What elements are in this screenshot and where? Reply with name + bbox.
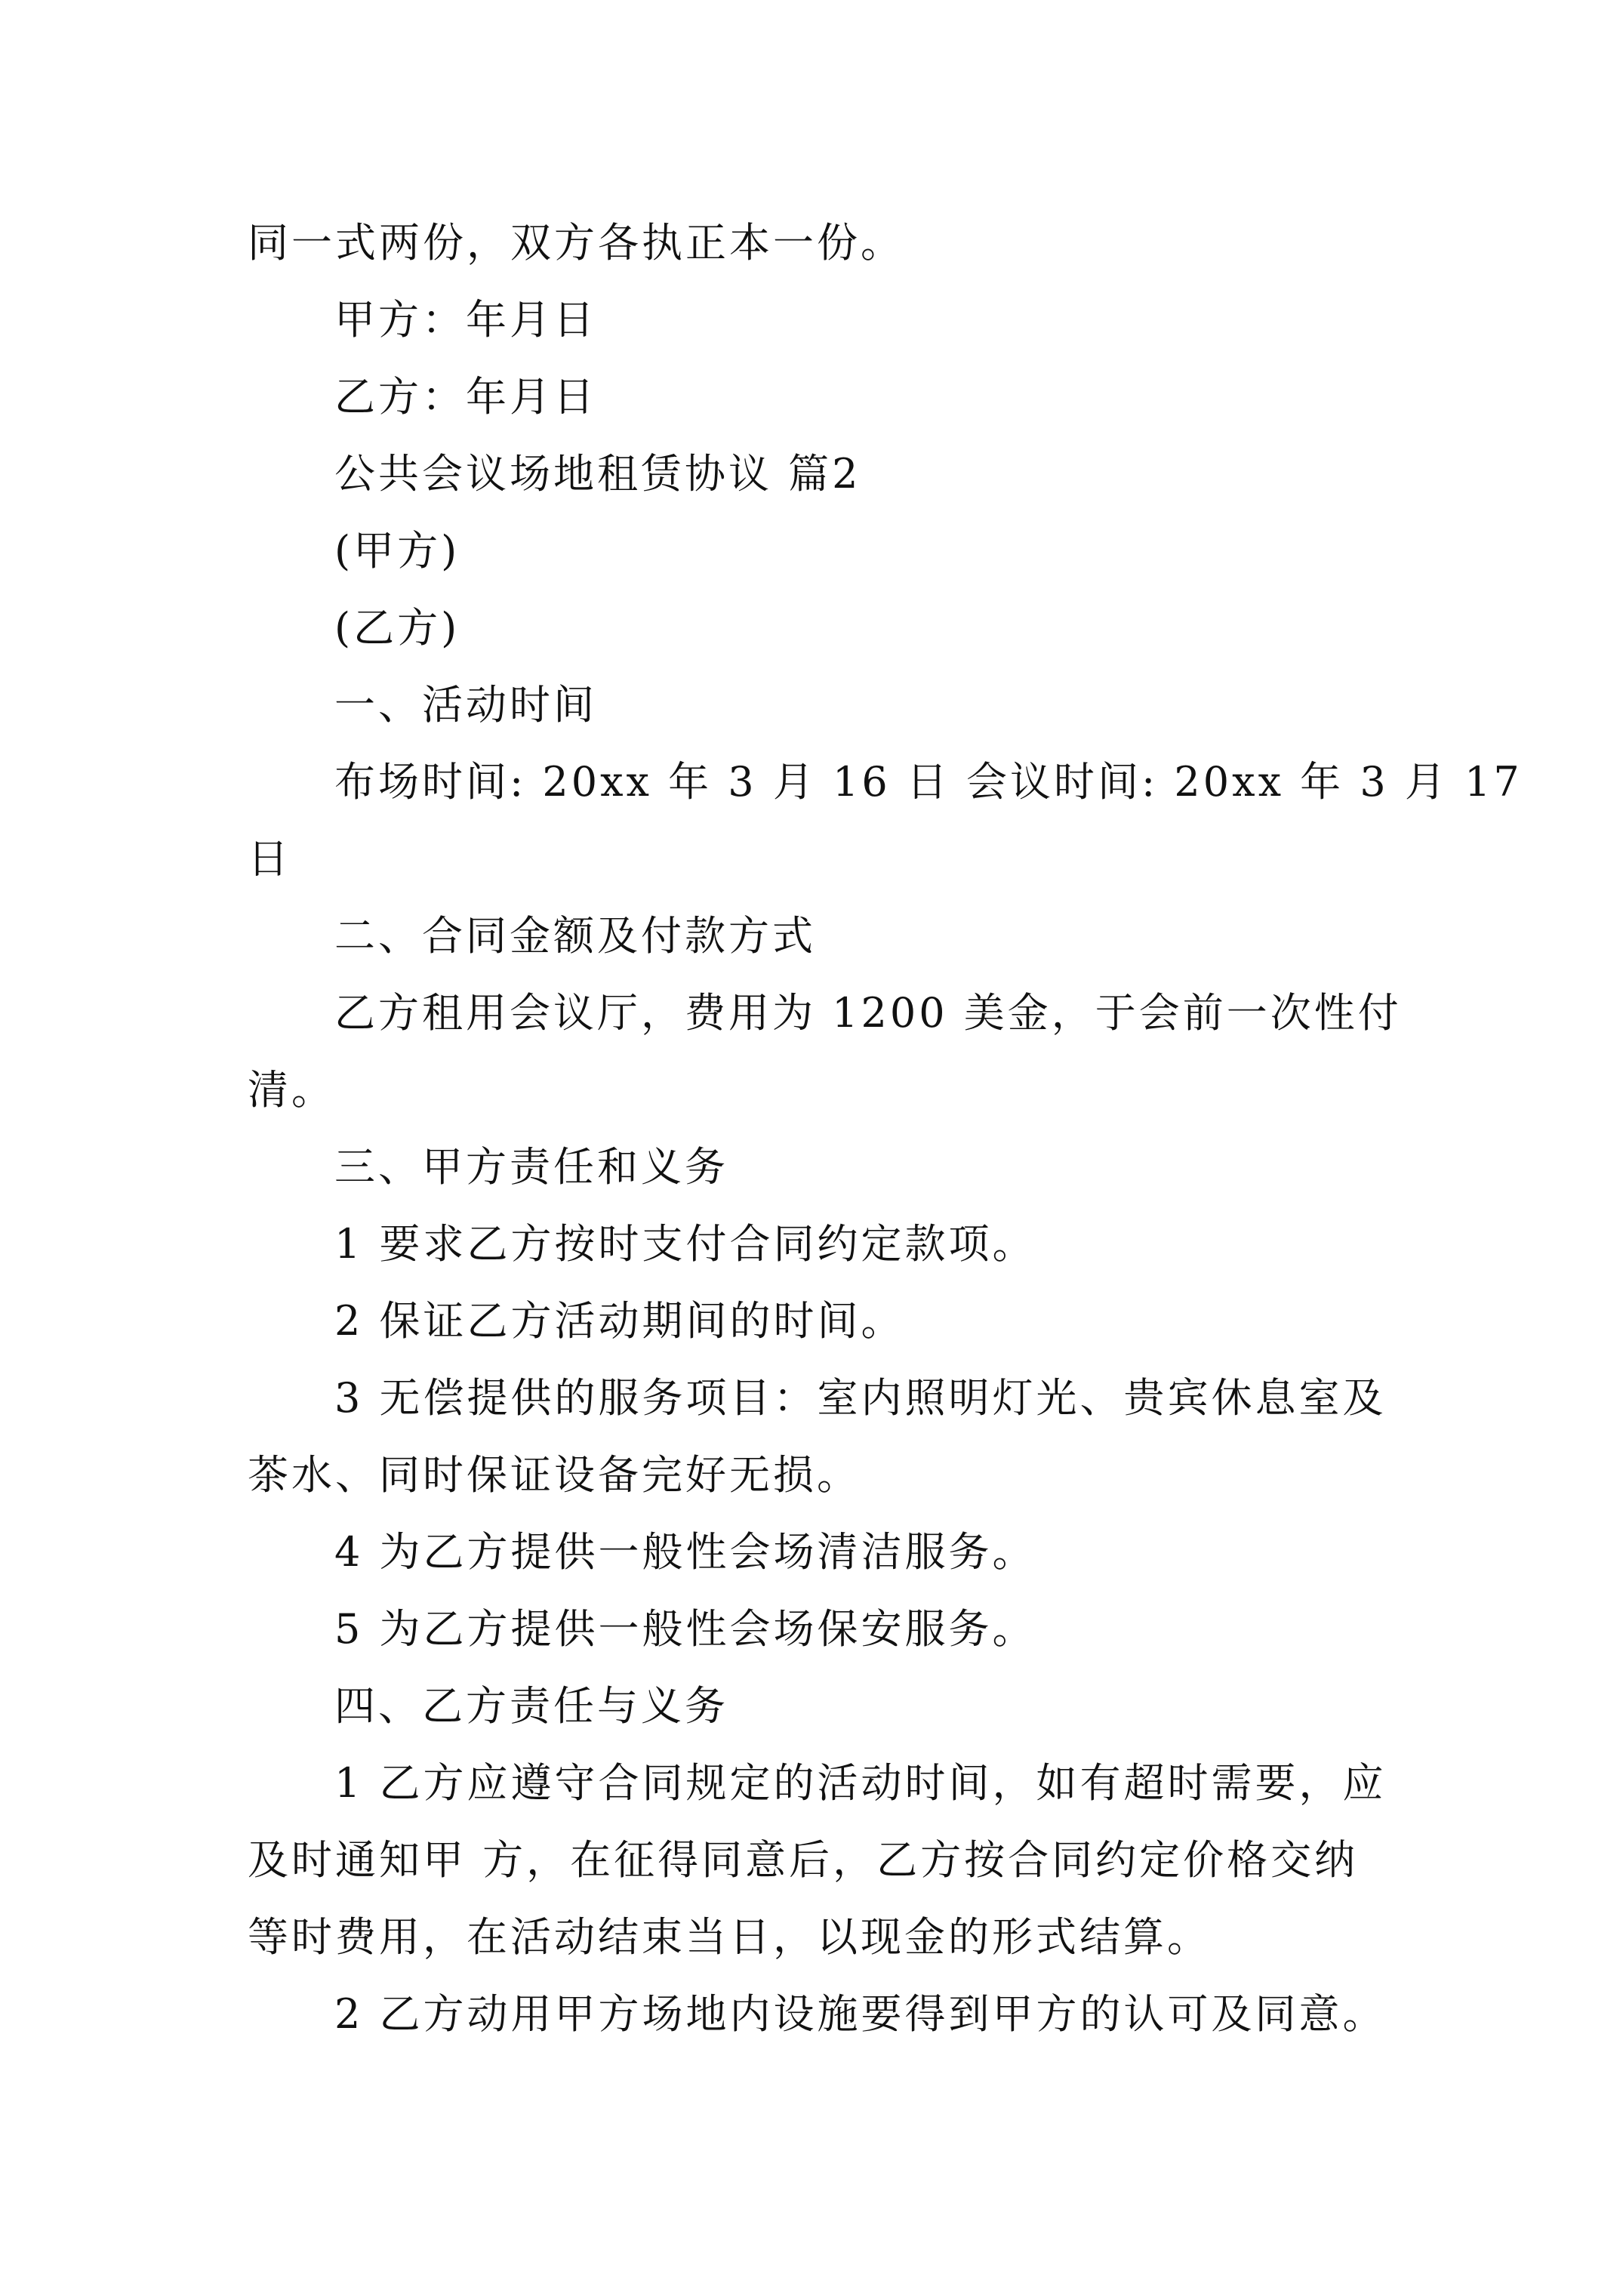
- section-heading-1: 一、活动时间: [334, 681, 597, 729]
- text-line-3: 乙方：年月日: [334, 373, 597, 421]
- text-line-16: 3 无偿提供的服务项目：室内照明灯光、贵宾休息室及: [334, 1374, 1387, 1422]
- section-heading-3: 三、甲方责任和义务: [334, 1143, 728, 1191]
- text-line-9: 日: [248, 835, 291, 883]
- text-line-19: 5 为乙方提供一般性会场保安服务。: [334, 1605, 1036, 1653]
- text-line-14: 1 要求乙方按时支付合同约定款项。: [334, 1220, 1036, 1268]
- text-line-6: (乙方): [334, 604, 460, 652]
- text-line-11: 乙方租用会议厅，费用为 1200 美金，于会前一次性付: [334, 989, 1402, 1037]
- text-line-18: 4 为乙方提供一般性会场清洁服务。: [334, 1528, 1036, 1576]
- text-line-24: 2 乙方动用甲方场地内设施要得到甲方的认可及同意。: [334, 1990, 1387, 2038]
- text-line-4: 公共会议场地租赁协议 篇2: [334, 450, 861, 498]
- text-line-8: 布场时间: 20xx 年 3 月 16 日 会议时间: 20xx 年 3 月 17: [334, 758, 1523, 806]
- section-heading-2: 二、合同金额及付款方式: [334, 912, 816, 960]
- text-line-2: 甲方：年月日: [334, 296, 597, 344]
- text-line-1: 同一式两份，双方各执正本一份。: [248, 219, 904, 267]
- text-line-23: 等时费用，在活动结束当日，以现金的形式结算。: [248, 1913, 1211, 1961]
- text-line-5: (甲方): [334, 527, 460, 575]
- text-line-21: 1 乙方应遵守合同规定的活动时间，如有超时需要，应: [334, 1759, 1387, 1807]
- section-heading-4: 四、乙方责任与义务: [334, 1682, 728, 1730]
- text-line-12: 清。: [248, 1066, 335, 1114]
- text-line-17: 茶水、同时保证设备完好无损。: [248, 1451, 861, 1499]
- text-line-15: 2 保证乙方活动期间的时间。: [334, 1297, 905, 1345]
- text-line-22: 及时通知甲 方，在征得同意后，乙方按合同约定价格交纳: [248, 1836, 1359, 1884]
